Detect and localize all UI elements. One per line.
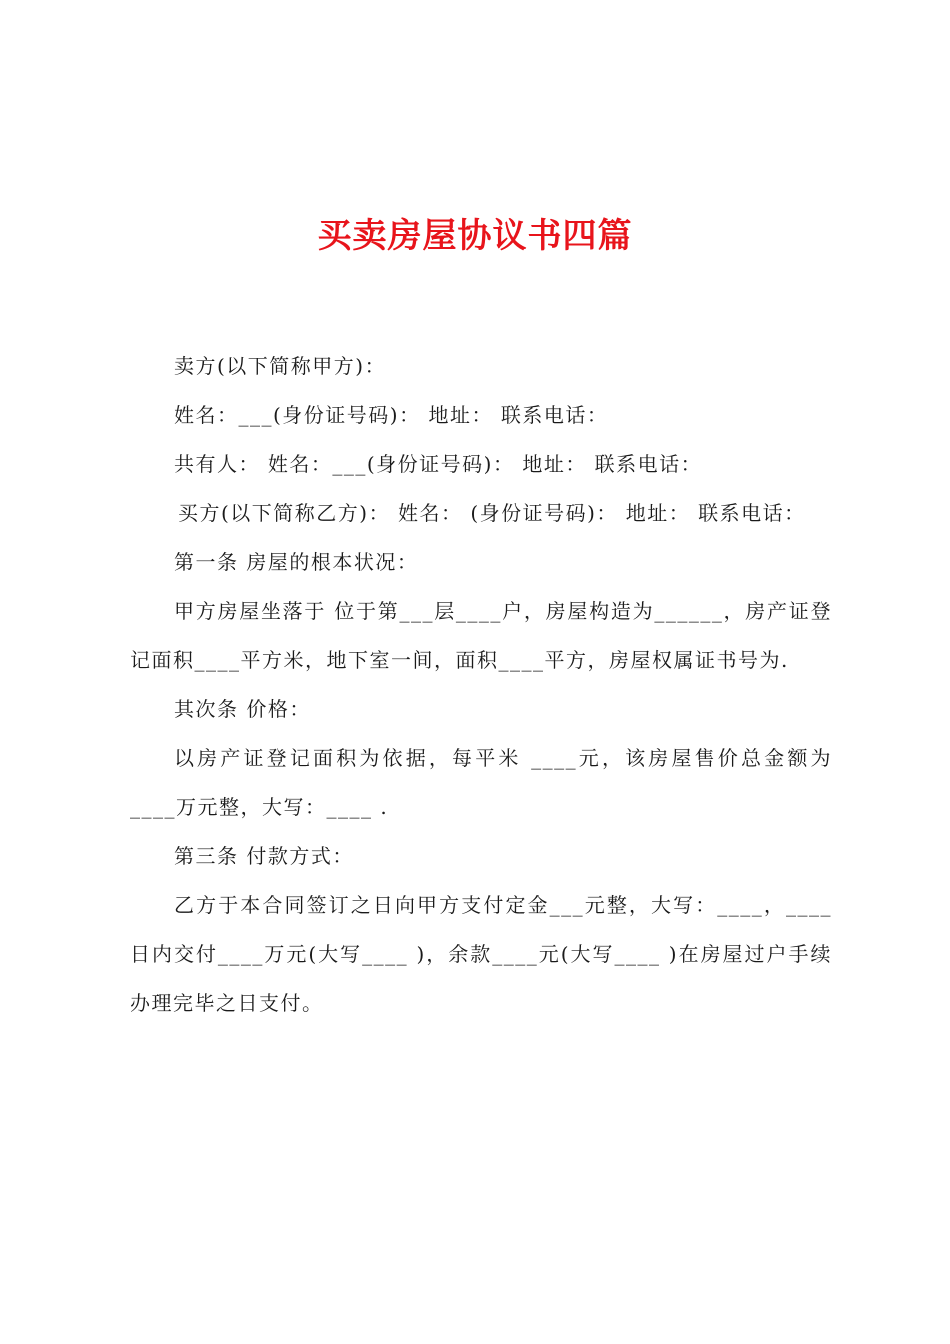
buyer-info-line: 买方(以下简称乙方)： 姓名： (身份证号码)： 地址： 联系电话：: [178, 501, 806, 525]
co-owner-info-line: 共有人： 姓名：___(身份证号码)： 地址： 联系电话：: [174, 452, 703, 476]
document-title: 买卖房屋协议书四篇: [317, 216, 633, 256]
article-2-heading: 其次条 价格：: [174, 697, 311, 721]
article-1-heading: 第一条 房屋的根本状况：: [174, 550, 419, 574]
article-2-body: 以房产证登记面积为依据，每平米 ____元，该房屋售价总金额为 ____万元整，大写：____ .: [130, 746, 840, 819]
article-3-heading: 第三条 付款方式：: [174, 844, 354, 868]
article-1-body: 甲方房屋坐落于 位于第___层____户，房屋构造为______，房产证登记面积____平方米，地下室一间，面积____平方，房屋权属证书号为.: [130, 599, 832, 672]
seller-heading: 卖方(以下简称甲方)：: [174, 354, 387, 378]
article-3-body: 乙方于本合同签订之日向甲方支付定金___元整，大写：____，____日内交付____万元(大写____ )，余款____元(大写____ )在房屋过户手续办理完毕之日支付。: [130, 893, 832, 1015]
seller-info-line: 姓名：___(身份证号码)： 地址： 联系电话：: [174, 403, 609, 427]
document-body: [130, 342, 840, 1028]
